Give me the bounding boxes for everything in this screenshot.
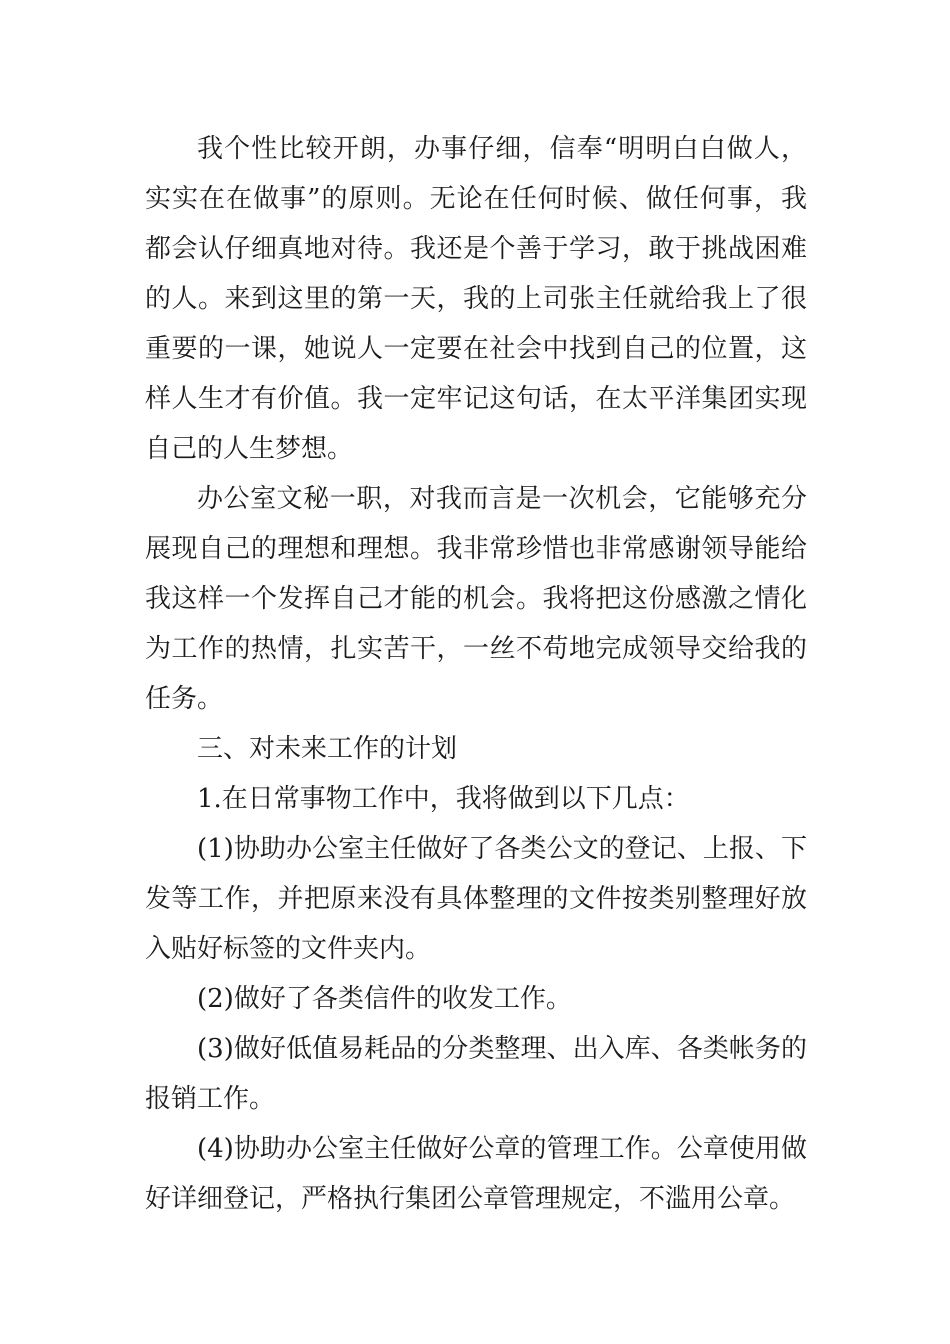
document-body: [145, 124, 807, 1224]
list-item-seals: (4)协助办公室主任做好公章的管理工作。公章使用做好详细登记，严格执行集团公章管理规定，不滥用公章。: [145, 1134, 807, 1214]
section-heading-future-plan: 三、对未来工作的计划: [197, 734, 458, 764]
list-item-documents: (1)协助办公室主任做好了各类公文的登记、上报、下发等工作，并把原来没有具体整理的文件按类别整理好放入贴好标签的文件夹内。: [145, 834, 807, 964]
list-item-supplies: (3)做好低值易耗品的分类整理、出入库、各类帐务的报销工作。: [145, 1034, 807, 1114]
list-heading-daily-work: 1.在日常事物工作中，我将做到以下几点：: [197, 784, 690, 814]
paragraph-secretary-role: 办公室文秘一职，对我而言是一次机会，它能够充分展现自己的理想和理想。我非常珍惜也非常感谢领导能给我这样一个发挥自己才能的机会。我将把这份感激之情化为工作的热情，扎实苦干，一丝不苟地完成领导交给我的任务。: [145, 484, 807, 714]
list-item-mail: (2)做好了各类信件的收发工作。: [197, 984, 572, 1014]
paragraph-personality: 我个性比较开朗，办事仔细，信奉“明明白白做人，实实在在做事”的原则。无论在任何时候、做任何事，我都会认仔细真地对待。我还是个善于学习，敢于挑战困难的人。来到这里的第一天，我的上司张主任就给我上了很重要的一课，她说人一定要在社会中找到自己的位置，这样人生才有价值。我一定牢记这句话，在太平洋集团实现自己的人生梦想。: [145, 134, 807, 464]
